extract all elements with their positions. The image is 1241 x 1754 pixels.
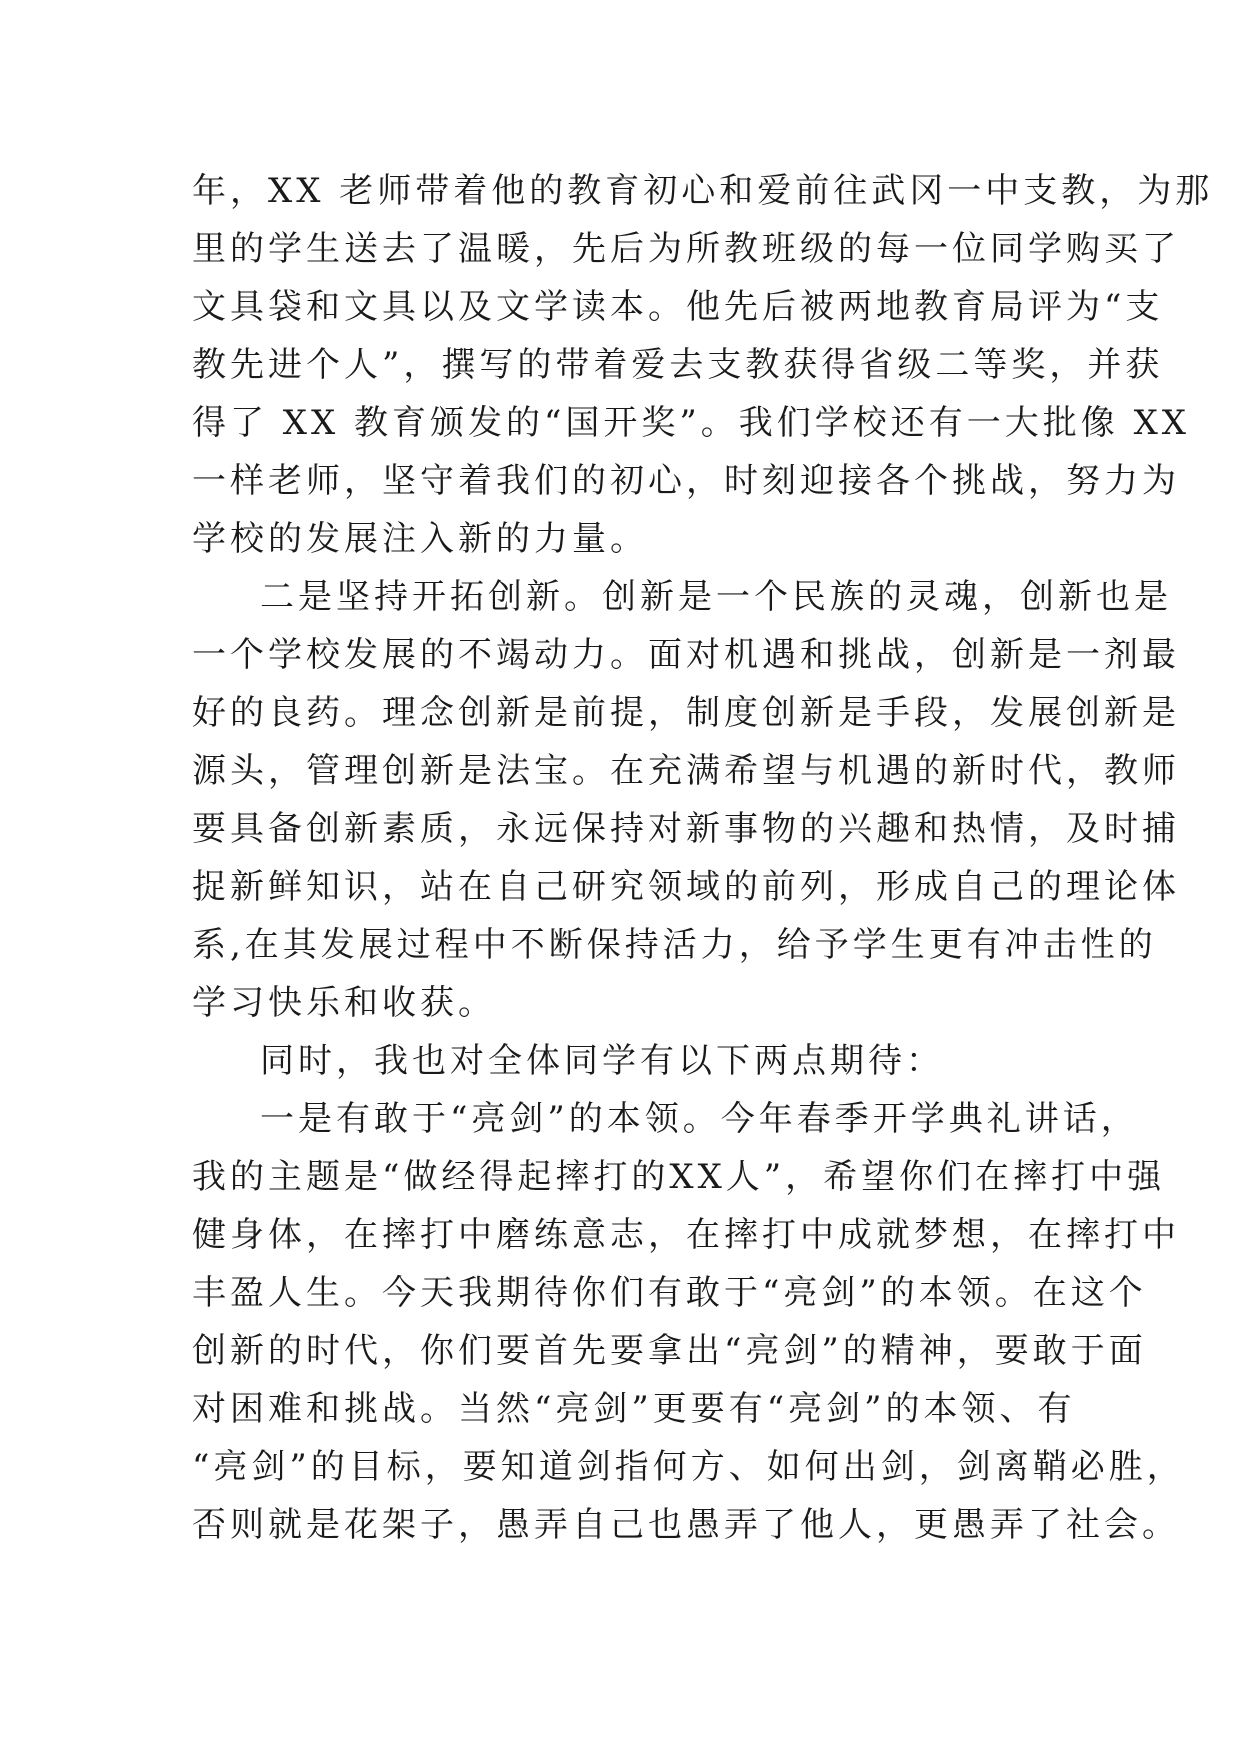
text-line: 一是有敢于“亮剑”的本领。今年春季开学典礼讲话， xyxy=(260,1099,1139,1139)
text-line: 一样老师，坚守着我们的初心，时刻迎接各个挑战，努力为 xyxy=(192,461,1180,501)
paragraph-continuation xyxy=(192,162,1214,568)
text-line: 二是坚持开拓创新。创新是一个民族的灵魂，创新也是 xyxy=(260,577,1172,617)
text-line: 同时，我也对全体同学有以下两点期待： xyxy=(260,1041,944,1081)
paragraph-liangjian xyxy=(192,1090,1185,1554)
text-line: 文具袋和文具以及文学读本。他先后被两地教育局评为“支 xyxy=(192,287,1164,327)
text-line: 创新的时代，你们要首先要拿出“亮剑”的精神，要敢于面 xyxy=(192,1331,1147,1371)
text-line: 对困难和挑战。当然“亮剑”更要有“亮剑”的本领、有 xyxy=(192,1389,1076,1429)
text-line: 学校的发展注入新的力量。 xyxy=(192,519,648,559)
text-line: 健身体，在摔打中磨练意志，在摔打中成就梦想，在摔打中 xyxy=(192,1215,1180,1255)
text-line: 系,在其发展过程中不断保持活力，给予学生更有冲击性的 xyxy=(192,925,1157,965)
text-line: 源头，管理创新是法宝。在充满希望与机遇的新时代，教师 xyxy=(192,751,1180,791)
text-line: 教先进个人”，撰写的带着爱去支教获得省级二等奖，并获 xyxy=(192,345,1164,385)
text-line: 学习快乐和收获。 xyxy=(192,983,496,1023)
document-body xyxy=(192,162,1214,1554)
text-line: 丰盈人生。今天我期待你们有敢于“亮剑”的本领。在这个 xyxy=(192,1273,1147,1313)
text-line: 一个学校发展的不竭动力。面对机遇和挑战，创新是一剂最 xyxy=(192,635,1180,675)
text-line: 好的良药。理念创新是前提，制度创新是手段，发展创新是 xyxy=(192,693,1180,733)
text-line: 里的学生送去了温暖，先后为所教班级的每一位同学购买了 xyxy=(192,229,1180,269)
text-line: 年，XX 老师带着他的教育初心和爱前往武冈一中支教，为那 xyxy=(192,171,1214,211)
text-line: 得了 XX 教育颁发的“国开奖”。我们学校还有一大批像 XX xyxy=(192,403,1191,443)
paragraph-innovation xyxy=(192,568,1180,1032)
text-line: 要具备创新素质，永远保持对新事物的兴趣和热情，及时捕 xyxy=(192,809,1180,849)
text-line: 否则就是花架子，愚弄自己也愚弄了他人，更愚弄了社会。 xyxy=(192,1505,1180,1545)
text-line: 捉新鲜知识，站在自己研究领域的前列，形成自己的理论体 xyxy=(192,867,1180,907)
text-line: “亮剑”的目标，要知道剑指何方、如何出剑，剑离鞘必胜， xyxy=(192,1447,1185,1487)
text-line: 我的主题是“做经得起摔打的XX人”，希望你们在摔打中强 xyxy=(192,1157,1166,1197)
paragraph-expectations-intro xyxy=(192,1032,1072,1090)
